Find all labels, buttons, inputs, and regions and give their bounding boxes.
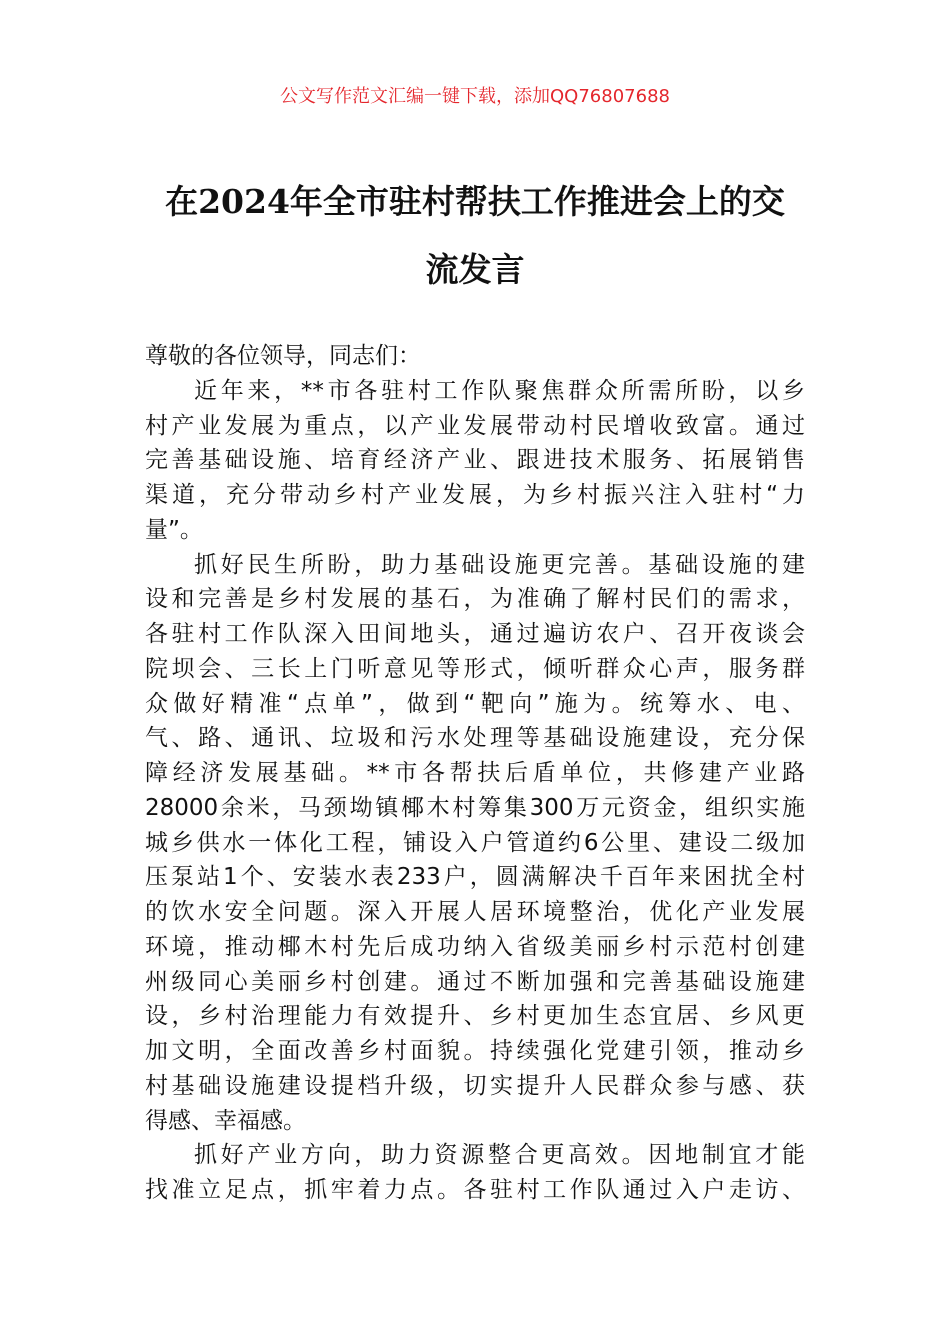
paragraph-line: 抓好产业方向，助力资源整合更高效。因地制宜才能: [194, 1142, 805, 1169]
paragraph-line: 院坝会、三长上门听意见等形式，倾听群众心声，服务群: [145, 655, 805, 682]
paragraph-line: 环境，推动椰木村先后成功纳入省级美丽乡村示范村创建: [145, 933, 805, 960]
paragraph-line: 28000余米，马颈坳镇椰木村筹集300万元资金，组织实施: [145, 794, 805, 821]
paragraph-line: 气、路、通讯、垃圾和污水处理等基础设施建设，充分保: [145, 725, 805, 752]
paragraph-line: 村产业发展为重点，以产业发展带动村民增收致富。通过: [145, 412, 805, 439]
paragraph: [145, 1138, 805, 1208]
paragraph-line: 近年来，**市各驻村工作队聚焦群众所需所盼，以乡: [194, 377, 805, 404]
paragraph-line: 设和完善是乡村发展的基石，为准确了解村民们的需求，: [145, 586, 805, 613]
paragraph-line: 众做好精准“点单”，做到“靶向”施为。统筹水、电、: [145, 690, 805, 717]
paragraph-line: 各驻村工作队深入田间地头，通过遍访农户、召开夜谈会: [145, 621, 805, 647]
paragraph-line: 村基础设施建设提档升级，切实提升人民群众参与感、获: [145, 1072, 805, 1099]
title-line: 在2024年全市驻村帮扶工作推进会上的交: [165, 182, 785, 221]
paragraph-line: 加文明，全面改善乡村面貌。持续强化党建引领，推动乡: [145, 1038, 805, 1064]
promo-banner: 公文写作范文汇编一键下载，添加QQ76807688: [280, 86, 670, 107]
paragraph-line: 完善基础设施、培育经济产业、跟进技术服务、拓展销售: [145, 447, 805, 474]
paragraph-line: 抓好民生所盼，助力基础设施更完善。基础设施的建: [194, 551, 805, 578]
paragraph-line: 设，乡村治理能力有效提升、乡村更加生态宜居、乡风更: [145, 1003, 805, 1030]
paragraph-line: 压泵站1个、安装水表233户，圆满解决千百年来困扰全村: [145, 864, 805, 891]
paragraph-line: 城乡供水一体化工程，铺设入户管道约6公里、建设二级加: [145, 829, 805, 856]
paragraph: [145, 374, 805, 548]
paragraph-line: 障经济发展基础。**市各帮扶后盾单位，共修建产业路: [145, 760, 805, 786]
paragraph-line: 渠道，充分带动乡村产业发展，为乡村振兴注入驻村“力: [145, 482, 805, 508]
paragraph-line: 找准立足点，抓牢着力点。各驻村工作队通过入户走访、: [145, 1177, 805, 1203]
salutation: 尊敬的各位领导，同志们：: [145, 343, 421, 369]
document-body: [145, 339, 805, 1208]
paragraph-line: 州级同心美丽乡村创建。通过不断加强和完善基础设施建: [145, 968, 805, 995]
paragraph-line: 的饮水安全问题。深入开展人居环境整治，优化产业发展: [145, 899, 805, 925]
paragraph-line: 量”。: [145, 516, 203, 543]
title-line: 流发言: [425, 250, 525, 289]
paragraph: [145, 548, 805, 1139]
paragraph-line: 得感、幸福感。: [145, 1107, 306, 1134]
